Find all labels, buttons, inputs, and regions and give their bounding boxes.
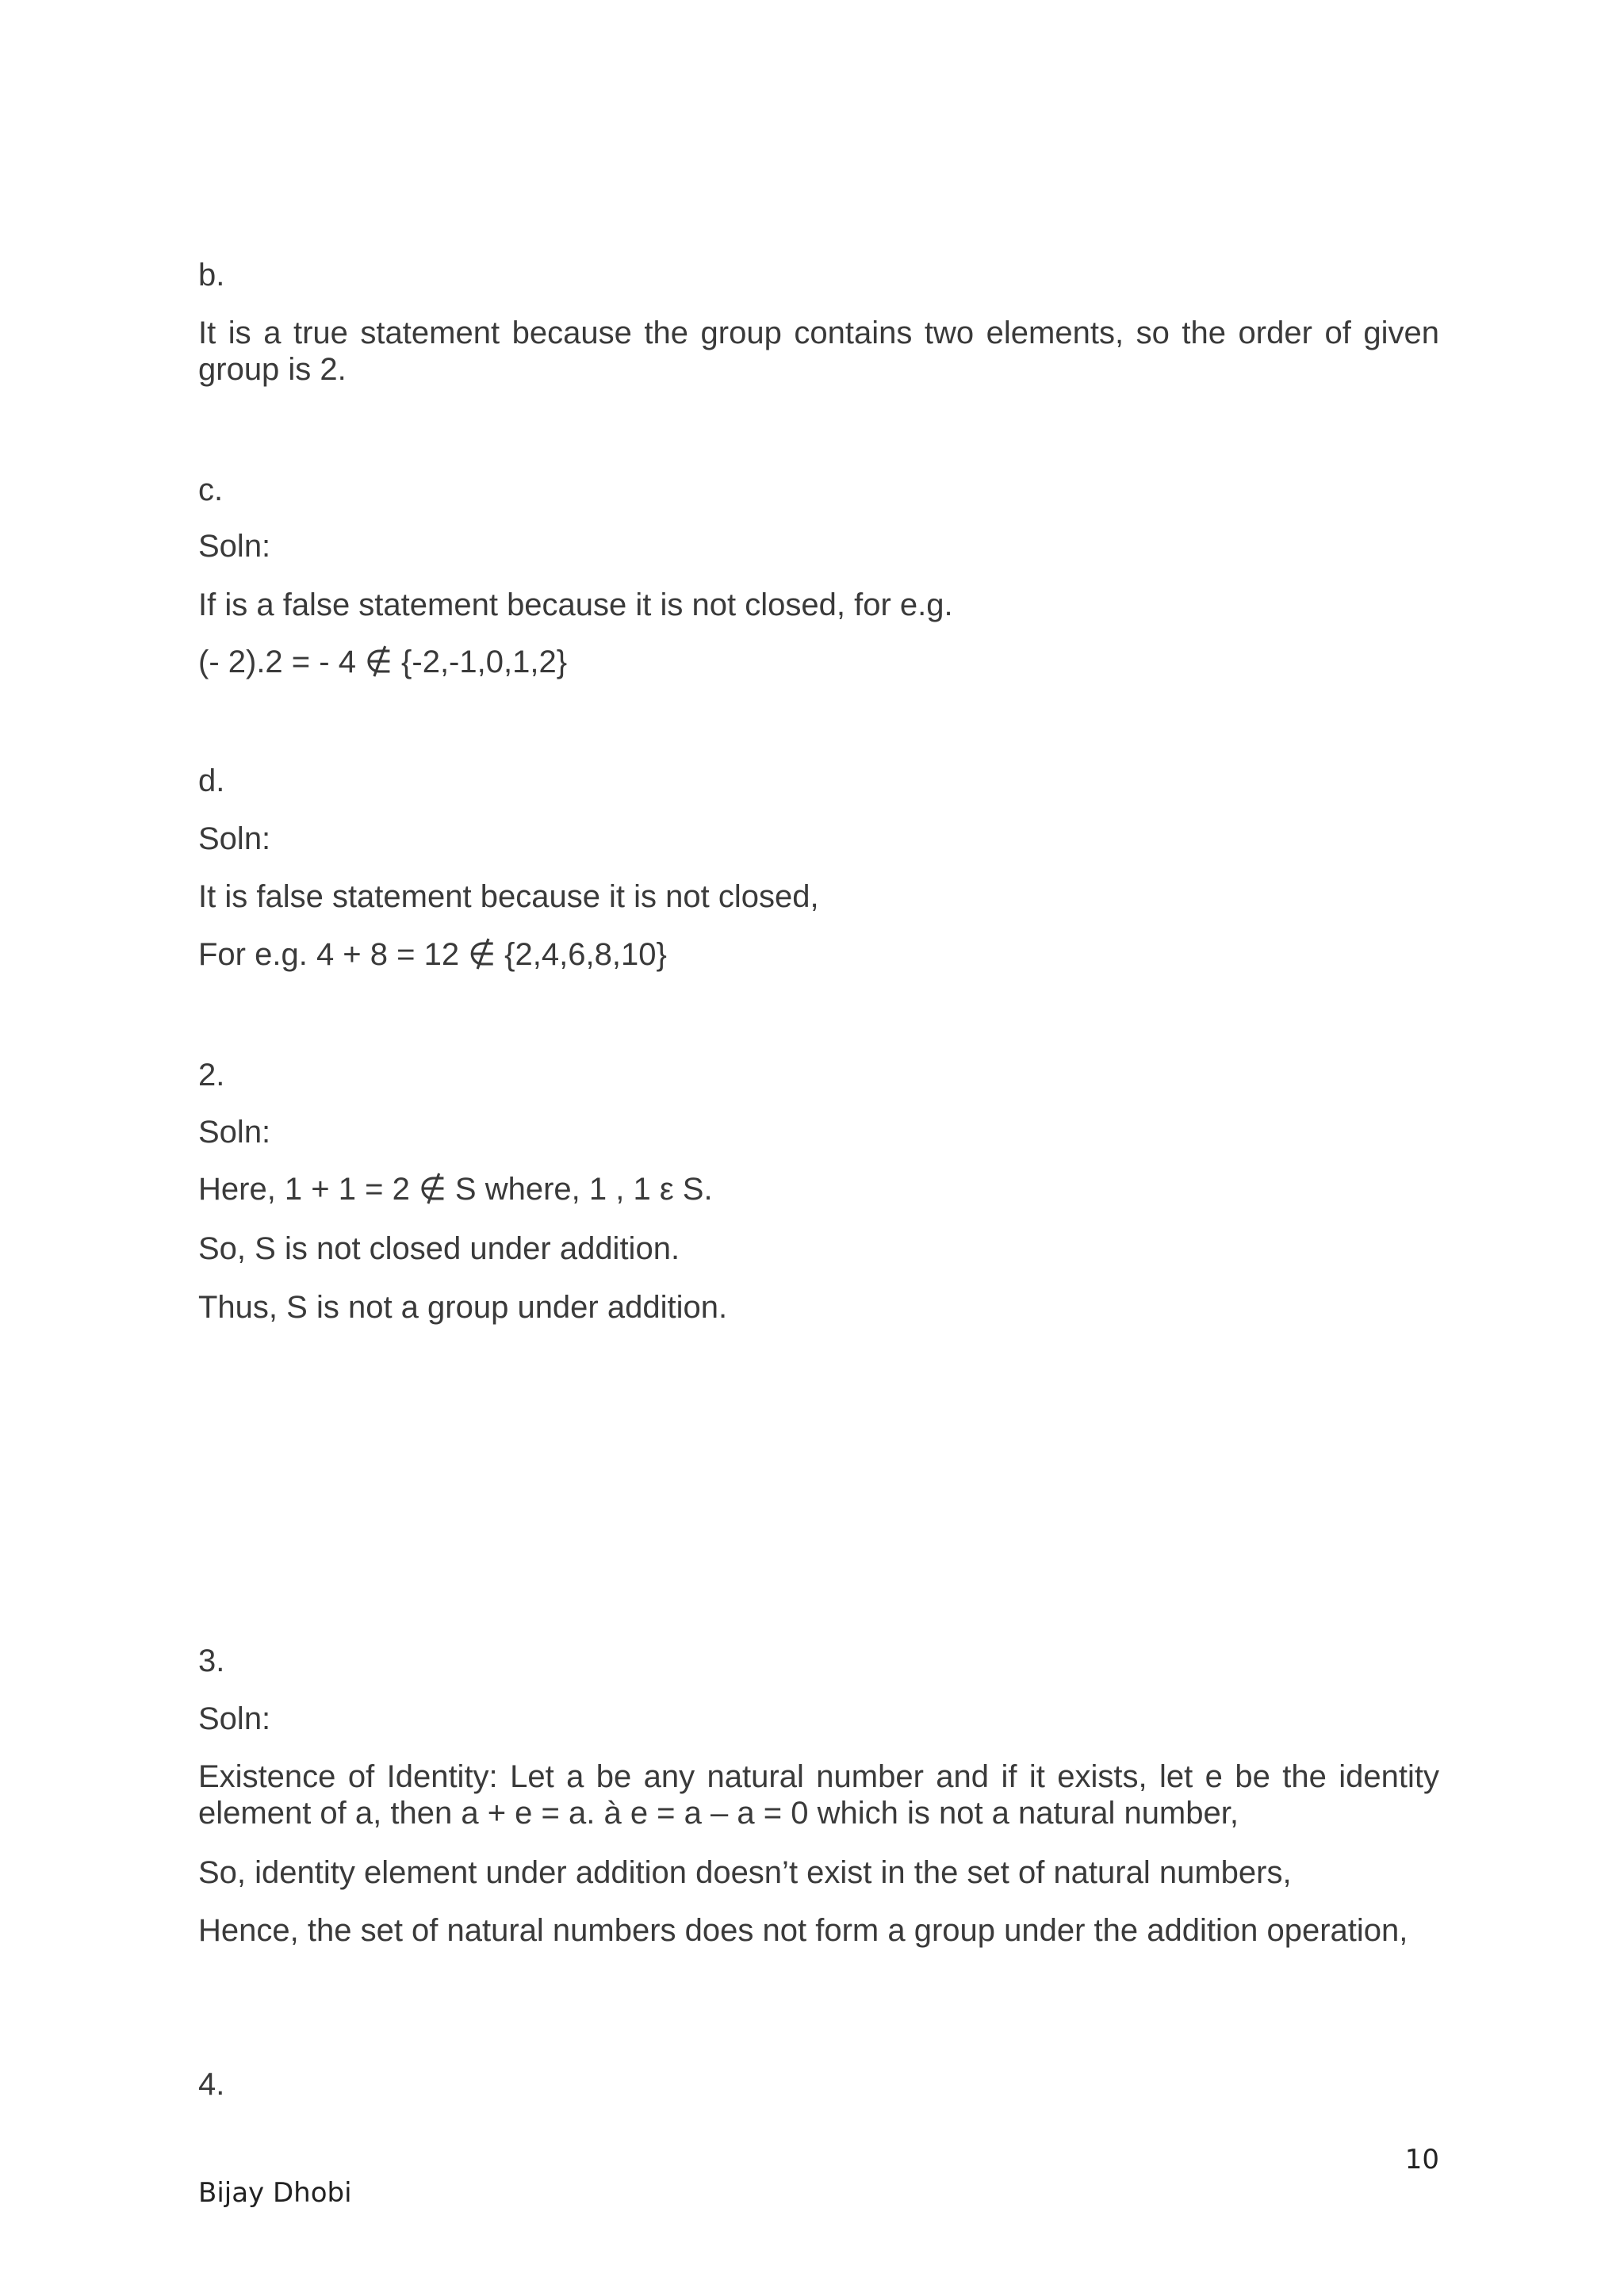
- part-b-answer: It is a true statement because the group contains two elements, so the order of given group is 2.: [198, 316, 1439, 387]
- question-3-paragraph-1: Existence of Identity: Let a be any natural number and if it exists, let e be the identity element of a, then a + e = a. à e = a – a = 0 which is not a natural number,: [198, 1759, 1439, 1831]
- part-c-label: c.: [198, 473, 224, 507]
- question-2-label: 2.: [198, 1058, 225, 1093]
- question-3-paragraph-3: Hence, the set of natural numbers does not form a group under the addition operation,: [198, 1913, 1408, 1948]
- question-2-line-3: Thus, S is not a group under addition.: [198, 1290, 728, 1325]
- question-2-line-1: Here, 1 + 1 = 2 ∉ S where, 1 , 1 ε S.: [198, 1172, 713, 1207]
- part-d-answer: It is false statement because it is not closed,: [198, 879, 819, 914]
- question-2-line-2: So, S is not closed under addition.: [198, 1231, 680, 1266]
- question-4-label: 4.: [198, 2067, 225, 2102]
- question-2-soln-heading: Soln:: [198, 1115, 271, 1150]
- question-3-soln-heading: Soln:: [198, 1701, 271, 1736]
- question-3-line-2: So, identity element under addition doesn’t exist in the set of natural numbers,: [198, 1855, 1292, 1890]
- page-number: 10: [1404, 2144, 1439, 2175]
- part-d-soln-heading: Soln:: [198, 821, 271, 856]
- footer-author: Bijay Dhobi: [198, 2177, 352, 2209]
- part-b-label: b.: [198, 258, 225, 293]
- part-d-example: For e.g. 4 + 8 = 12 ∉ {2,4,6,8,10}: [198, 937, 667, 972]
- part-c-example: (- 2).2 = - 4 ∉ {-2,-1,0,1,2}: [198, 645, 568, 679]
- question-3-label: 3.: [198, 1644, 225, 1678]
- part-d-label: d.: [198, 763, 225, 798]
- part-c-answer: If is a false statement because it is not closed, for e.g.: [198, 587, 953, 622]
- part-c-soln-heading: Soln:: [198, 529, 271, 564]
